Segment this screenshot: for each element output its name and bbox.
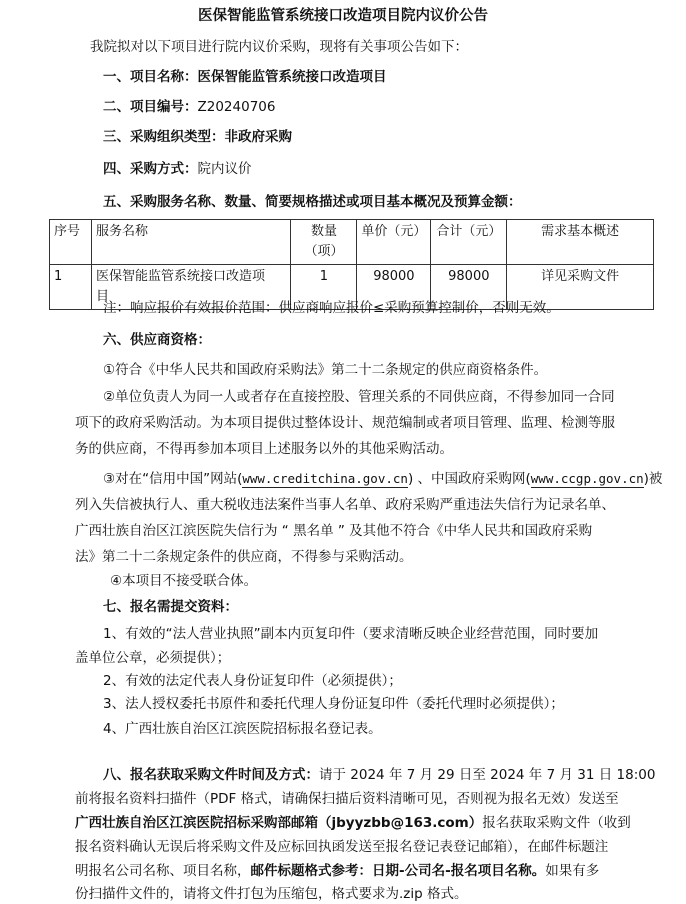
docs-item-3: 3、法人授权委托书原件和委托代理人身份证复印件（委托代理时必须提供）； bbox=[103, 696, 564, 712]
registration-text: 如果有多 bbox=[545, 863, 600, 879]
docs-item-2: 2、有效的法定代表人身份证复印件（必须提供）； bbox=[103, 673, 402, 689]
qualification-item-3-line4: 法》第二十二条规定条件的供应商，不得参与采购活动。 bbox=[75, 549, 413, 565]
col-header-name: 服务名称 bbox=[91, 220, 291, 265]
qualification-item-2-line1: ②单位负责人为同一人或者存在直接控股、管理关系的不同供应商，不得参加同一合同 bbox=[103, 389, 615, 405]
project-number-value: Z20240706 bbox=[197, 99, 276, 115]
registration-line5 bbox=[75, 861, 599, 881]
registration-email: 广西壮族自治区江滨医院招标采购部邮箱（jbyyzbb@163.com） bbox=[75, 815, 483, 831]
method-value: 院内议价 bbox=[197, 161, 252, 177]
qualification-text: ③对在“信用中国”网站( bbox=[103, 471, 243, 487]
qualification-item-4: ④本项目不接受联合体。 bbox=[110, 573, 258, 589]
col-header-no: 序号 bbox=[50, 220, 92, 265]
col-header-qty: 数量（项） bbox=[291, 220, 357, 265]
section-registration-line1 bbox=[103, 765, 655, 785]
cell-no: 1 bbox=[50, 265, 92, 310]
section-qualification-heading: 六、供应商资格： bbox=[103, 332, 211, 348]
registration-text: 报名获取采购文件（收到 bbox=[482, 815, 631, 831]
qualification-text: ) 、中国政府采购网( bbox=[407, 471, 531, 487]
intro-text: 我院拟对以下项目进行院内议价采购，现将有关事项公告如下： bbox=[90, 39, 468, 55]
qualification-item-2-line2: 项下的政府采购活动。为本项目提供过整体设计、规范编制或者项目管理、监理、检测等服 bbox=[75, 415, 615, 431]
price-note: 注：响应报价有效报价范围：供应商响应报价≤采购预算控制价，否则无效。 bbox=[103, 300, 560, 316]
section-label: 三、采购组织类型： bbox=[103, 129, 225, 145]
qualification-text: )被 bbox=[643, 471, 663, 487]
qualification-item-2-line3: 务的供应商，不得再参加本项目上述服务以外的其他采购活动。 bbox=[75, 441, 453, 457]
docs-item-4: 4、广西壮族自治区江滨医院招标报名登记表。 bbox=[103, 721, 382, 737]
section-label: 一、项目名称： bbox=[103, 69, 198, 85]
qualification-item-3-line1 bbox=[103, 469, 662, 489]
section-project-number bbox=[103, 97, 275, 117]
cell-name-line1: 医保智能监管系统接口改造项 bbox=[95, 269, 265, 284]
registration-line6: 份扫描件文件的，请将文件打包为压缩包，格式要求为.zip 格式。 bbox=[75, 886, 468, 902]
docs-item-1-line2: 盖单位公章，必须提供）； bbox=[75, 650, 231, 666]
registration-time: 请于 2024 年 7 月 29 日至 2024 年 7 月 31 日 18:00 bbox=[319, 767, 656, 783]
cell-qty: 1 bbox=[291, 265, 357, 310]
section-method bbox=[103, 159, 252, 179]
col-header-unit-price: 单价（元） bbox=[357, 220, 431, 265]
cell-name-line2: 目 bbox=[95, 289, 109, 304]
qualification-item-3-line2: 列入失信被执行人、重大税收违法案件当事人名单、政府采购严重违法失信行为记录名单、 bbox=[75, 497, 615, 513]
registration-text: 明报名公司名称、项目名称， bbox=[75, 863, 251, 879]
qualification-item-3-line3: 广西壮族自治区江滨医院失信行为 “ 黑名单 ” 及其他不符合《中华人民共和国政府采购 bbox=[75, 523, 593, 539]
section-label: 二、项目编号： bbox=[103, 99, 198, 115]
section-budget-heading: 五、采购服务名称、数量、简要规格描述或项目基本概况及预算金额： bbox=[103, 194, 522, 210]
budget-table bbox=[49, 219, 654, 310]
creditchina-link[interactable]: www.creditchina.gov.cn bbox=[242, 471, 408, 486]
col-header-desc: 需求基本概述 bbox=[507, 220, 654, 265]
section-docs-heading: 七、报名需提交资料： bbox=[103, 599, 238, 615]
section-label: 八、报名获取采购文件时间及方式： bbox=[103, 767, 319, 783]
col-header-total: 合计（元） bbox=[431, 220, 507, 265]
cell-unit-price: 98000 bbox=[357, 265, 431, 310]
email-subject-format: 邮件标题格式参考：日期-公司名-报名项目名称。 bbox=[250, 863, 546, 879]
section-org-type bbox=[103, 127, 292, 147]
registration-line4: 报名资料确认无误后将采购文件及应标回执函发送至报名登记表登记邮箱），在邮件标题注 bbox=[75, 839, 609, 855]
registration-line3 bbox=[75, 813, 631, 833]
cell-desc: 详见采购文件 bbox=[507, 265, 654, 310]
cell-total: 98000 bbox=[431, 265, 507, 310]
qualification-item-1: ①符合《中华人民共和国政府采购法》第二十二条规定的供应商资格条件。 bbox=[103, 362, 548, 378]
org-type-value: 非政府采购 bbox=[224, 129, 292, 145]
ccgp-link[interactable]: www.ccgp.gov.cn bbox=[530, 471, 644, 486]
section-label: 四、采购方式： bbox=[103, 161, 198, 177]
registration-line2: 前将报名资料扫描件（PDF 格式，请确保扫描后资料清晰可见，否则视为报名无效）发送至 bbox=[75, 791, 619, 807]
section-project-name bbox=[103, 67, 387, 87]
project-name-value: 医保智能监管系统接口改造项目 bbox=[197, 69, 387, 85]
table-header-row bbox=[50, 220, 654, 265]
page-title: 医保智能监管系统接口改造项目院内议价公告 bbox=[198, 8, 488, 24]
docs-item-1-line1: 1、有效的“法人营业执照”副本内页复印件（要求清晰反映企业经营范围，同时要加 bbox=[103, 626, 599, 642]
